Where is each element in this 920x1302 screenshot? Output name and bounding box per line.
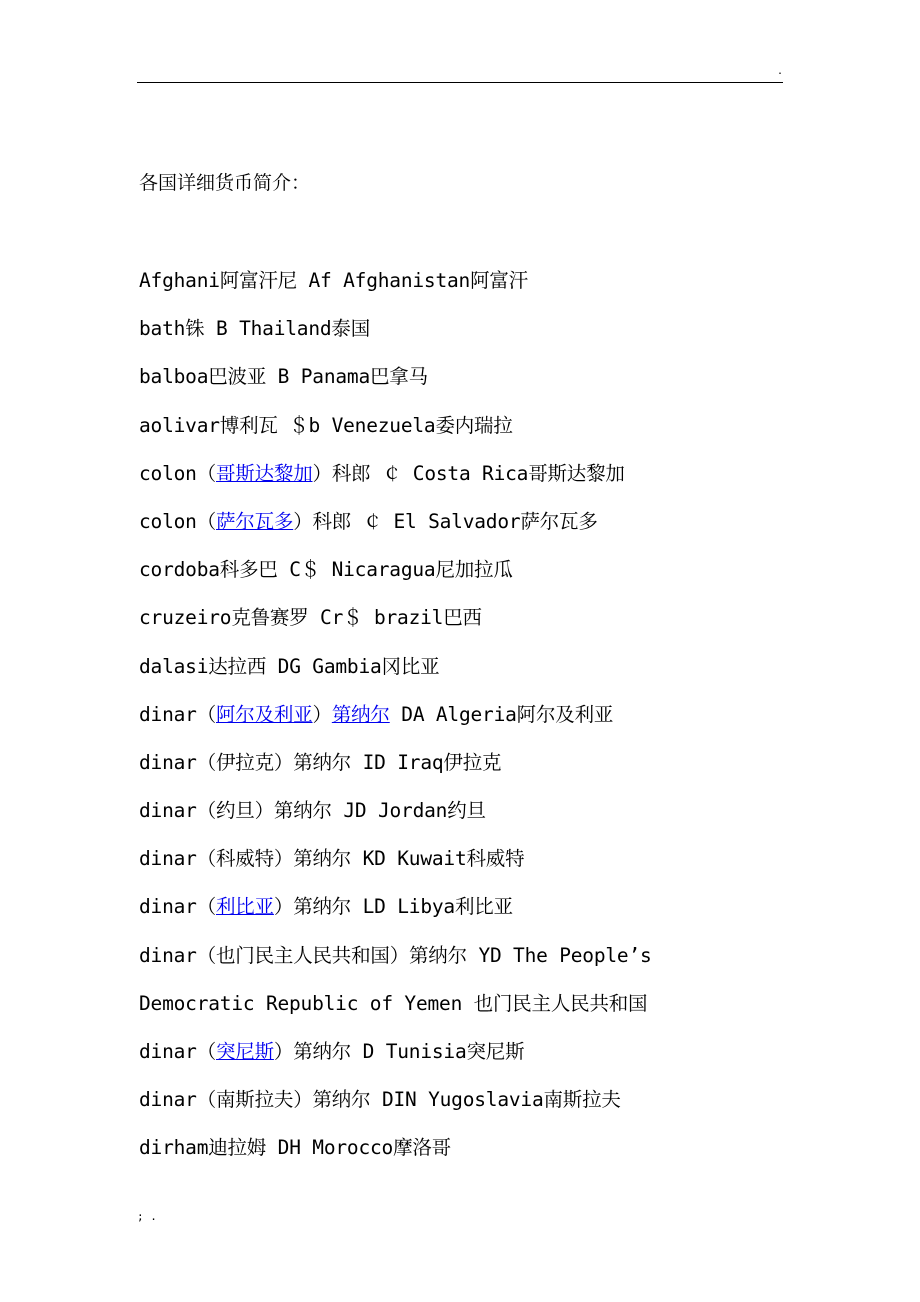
currency-entry bbox=[139, 556, 652, 604]
entry-text: dinar（伊拉克）第纳尔 ID Iraq伊拉克 bbox=[139, 750, 502, 774]
entry-text: ）科郎 ￠ Costa Rica哥斯达黎加 bbox=[312, 461, 625, 485]
country-link[interactable]: 阿尔及利亚 bbox=[216, 702, 313, 726]
currency-entry bbox=[139, 749, 652, 797]
entry-text: dinar（ bbox=[139, 702, 216, 726]
country-link[interactable]: 萨尔瓦多 bbox=[216, 509, 294, 533]
currency-entry bbox=[139, 1134, 652, 1182]
footer-mark: ; . bbox=[137, 1210, 157, 1223]
currency-entry bbox=[139, 267, 652, 315]
currency-entry bbox=[139, 797, 652, 845]
country-link[interactable]: 第纳尔 bbox=[331, 702, 390, 726]
document-title: 各国详细货币简介： bbox=[139, 172, 311, 194]
country-link[interactable]: 突尼斯 bbox=[216, 1040, 274, 1063]
entry-text: balboa巴波亚 B Panama巴拿马 bbox=[139, 365, 428, 389]
entry-text: bath铢 B Thailand泰国 bbox=[139, 317, 370, 341]
currency-entry bbox=[139, 1086, 652, 1134]
entry-text: dirham迪拉姆 DH Morocco摩洛哥 bbox=[139, 1136, 451, 1160]
country-link[interactable]: 利比亚 bbox=[216, 895, 274, 919]
currency-entry bbox=[139, 845, 652, 893]
currency-entry bbox=[139, 990, 652, 1038]
entry-text: colon（ bbox=[139, 461, 216, 485]
currency-entry bbox=[139, 460, 652, 508]
entry-text: ）科郎 ￠ El Salvador萨尔瓦多 bbox=[293, 509, 598, 533]
entry-text: DA Algeria阿尔及利亚 bbox=[389, 702, 614, 726]
currency-entry bbox=[139, 604, 652, 652]
entry-text: Afghani阿富汗尼 Af Afghanistan阿富汗 bbox=[139, 269, 528, 292]
entry-text: dinar（科威特）第纳尔 KD Kuwait科威特 bbox=[139, 847, 525, 871]
entry-text: aolivar博利瓦 ＄b Venezuela委内瑞拉 bbox=[139, 413, 513, 437]
entry-text: ）第纳尔 LD Libya利比亚 bbox=[273, 895, 513, 919]
header-mark: . bbox=[777, 66, 784, 77]
currency-entry bbox=[139, 701, 652, 749]
entry-text: dalasi达拉西 DG Gambia冈比亚 bbox=[139, 654, 440, 678]
entry-text: ）第纳尔 D Tunisia突尼斯 bbox=[273, 1040, 525, 1063]
currency-entry bbox=[139, 1038, 652, 1086]
header-rule bbox=[137, 82, 783, 83]
entry-text: Democratic Republic of Yemen 也门民主人民共和国 bbox=[139, 991, 648, 1015]
entry-text: cruzeiro克鲁赛罗 Cr＄ brazil巴西 bbox=[139, 606, 482, 630]
currency-entry bbox=[139, 893, 652, 941]
entry-text: dinar（南斯拉夫）第纳尔 DIN Yugoslavia南斯拉夫 bbox=[139, 1088, 621, 1112]
currency-entry bbox=[139, 315, 652, 363]
currency-entry bbox=[139, 363, 652, 411]
currency-entry bbox=[139, 942, 652, 990]
entry-text: colon（ bbox=[139, 509, 216, 533]
entry-text: cordoba科多巴 C＄ Nicaragua尼加拉瓜 bbox=[139, 558, 513, 582]
currency-list bbox=[139, 267, 652, 1183]
entry-text: dinar（约旦）第纳尔 JD Jordan约旦 bbox=[139, 799, 486, 823]
entry-text: dinar（ bbox=[139, 1040, 216, 1063]
country-link[interactable]: 哥斯达黎加 bbox=[216, 461, 313, 485]
entry-text: dinar（ bbox=[139, 895, 216, 919]
entry-text: ） bbox=[312, 702, 332, 726]
currency-entry bbox=[139, 412, 652, 460]
currency-entry bbox=[139, 508, 652, 556]
currency-entry bbox=[139, 653, 652, 701]
entry-text: dinar（也门民主人民共和国）第纳尔 YD The People’s bbox=[139, 943, 652, 967]
